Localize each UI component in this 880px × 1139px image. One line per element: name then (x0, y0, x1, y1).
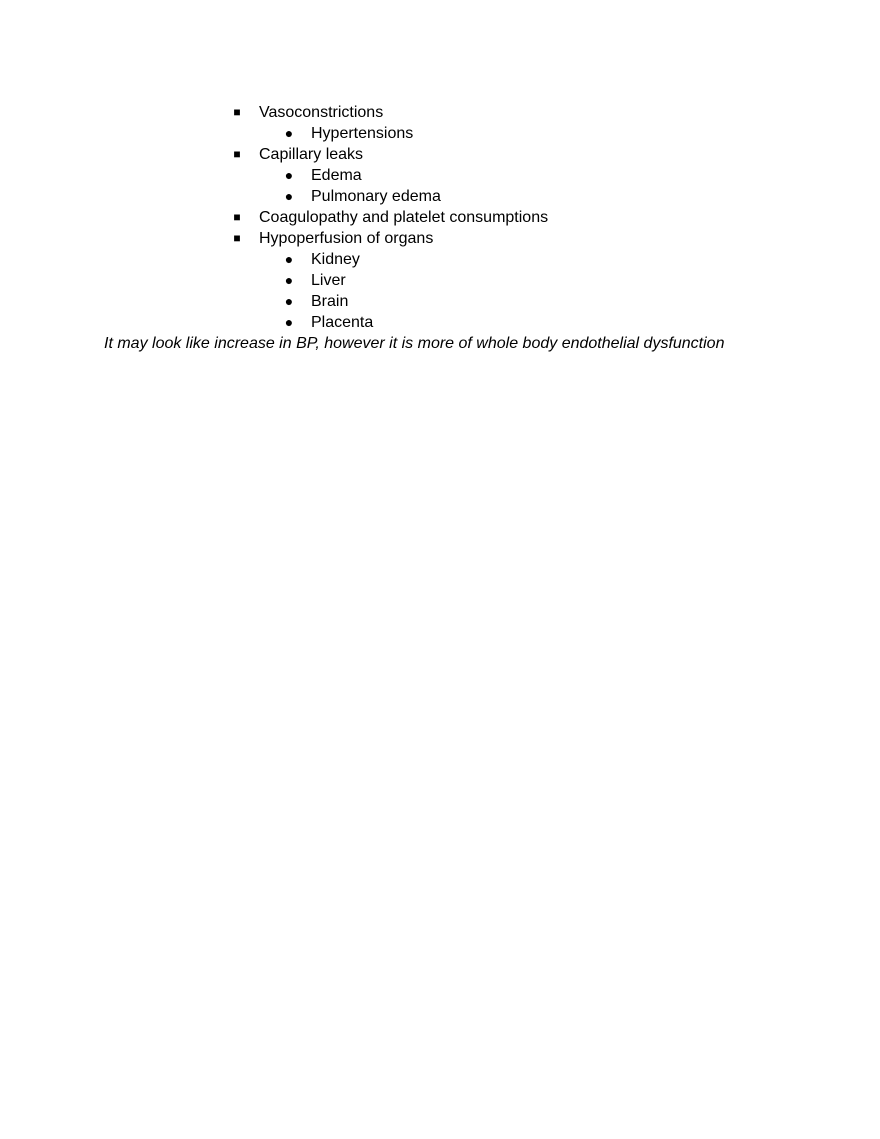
round-bullet-icon: ● (284, 188, 294, 204)
list-item-text: Edema (311, 167, 362, 184)
round-bullet-icon: ● (284, 314, 294, 330)
square-bullet-icon: ■ (233, 105, 241, 119)
list-item-hypoperfusion (0, 228, 880, 249)
list-item-kidney (0, 249, 880, 270)
list-item-text: Pulmonary edema (311, 188, 441, 205)
round-bullet-icon: ● (284, 125, 294, 141)
list-item-text: Liver (311, 272, 346, 289)
list-item-coagulopathy (0, 207, 880, 228)
list-item-text: Placenta (311, 314, 374, 331)
list-item-hypertensions (0, 123, 880, 144)
list-item-text: Capillary leaks (259, 146, 364, 163)
round-bullet-icon: ● (284, 272, 294, 288)
square-bullet-icon: ■ (233, 147, 241, 161)
list-item-liver (0, 270, 880, 291)
list-item-text: Coagulopathy and platelet consumptions (259, 209, 549, 226)
list-item-pulmonary-edema (0, 186, 880, 207)
square-bullet-icon: ■ (233, 231, 241, 245)
list-item-text: Brain (311, 293, 349, 310)
list-item-edema (0, 165, 880, 186)
round-bullet-icon: ● (284, 251, 294, 267)
list-item-placenta (0, 312, 880, 333)
list-item-vasoconstrictions (0, 102, 880, 123)
italic-note: It may look like increase in BP, however it is more of whole body endothelial dysfunction (104, 335, 725, 352)
bullet-outline (0, 102, 880, 333)
round-bullet-icon: ● (284, 293, 294, 309)
square-bullet-icon: ■ (233, 210, 241, 224)
list-item-text: Kidney (311, 251, 360, 268)
round-bullet-icon: ● (284, 167, 294, 183)
list-item-text: Vasoconstrictions (259, 104, 384, 121)
list-item-text: Hypertensions (311, 125, 414, 142)
list-item-text: Hypoperfusion of organs (259, 230, 434, 247)
list-item-brain (0, 291, 880, 312)
list-item-capillary-leaks (0, 144, 880, 165)
